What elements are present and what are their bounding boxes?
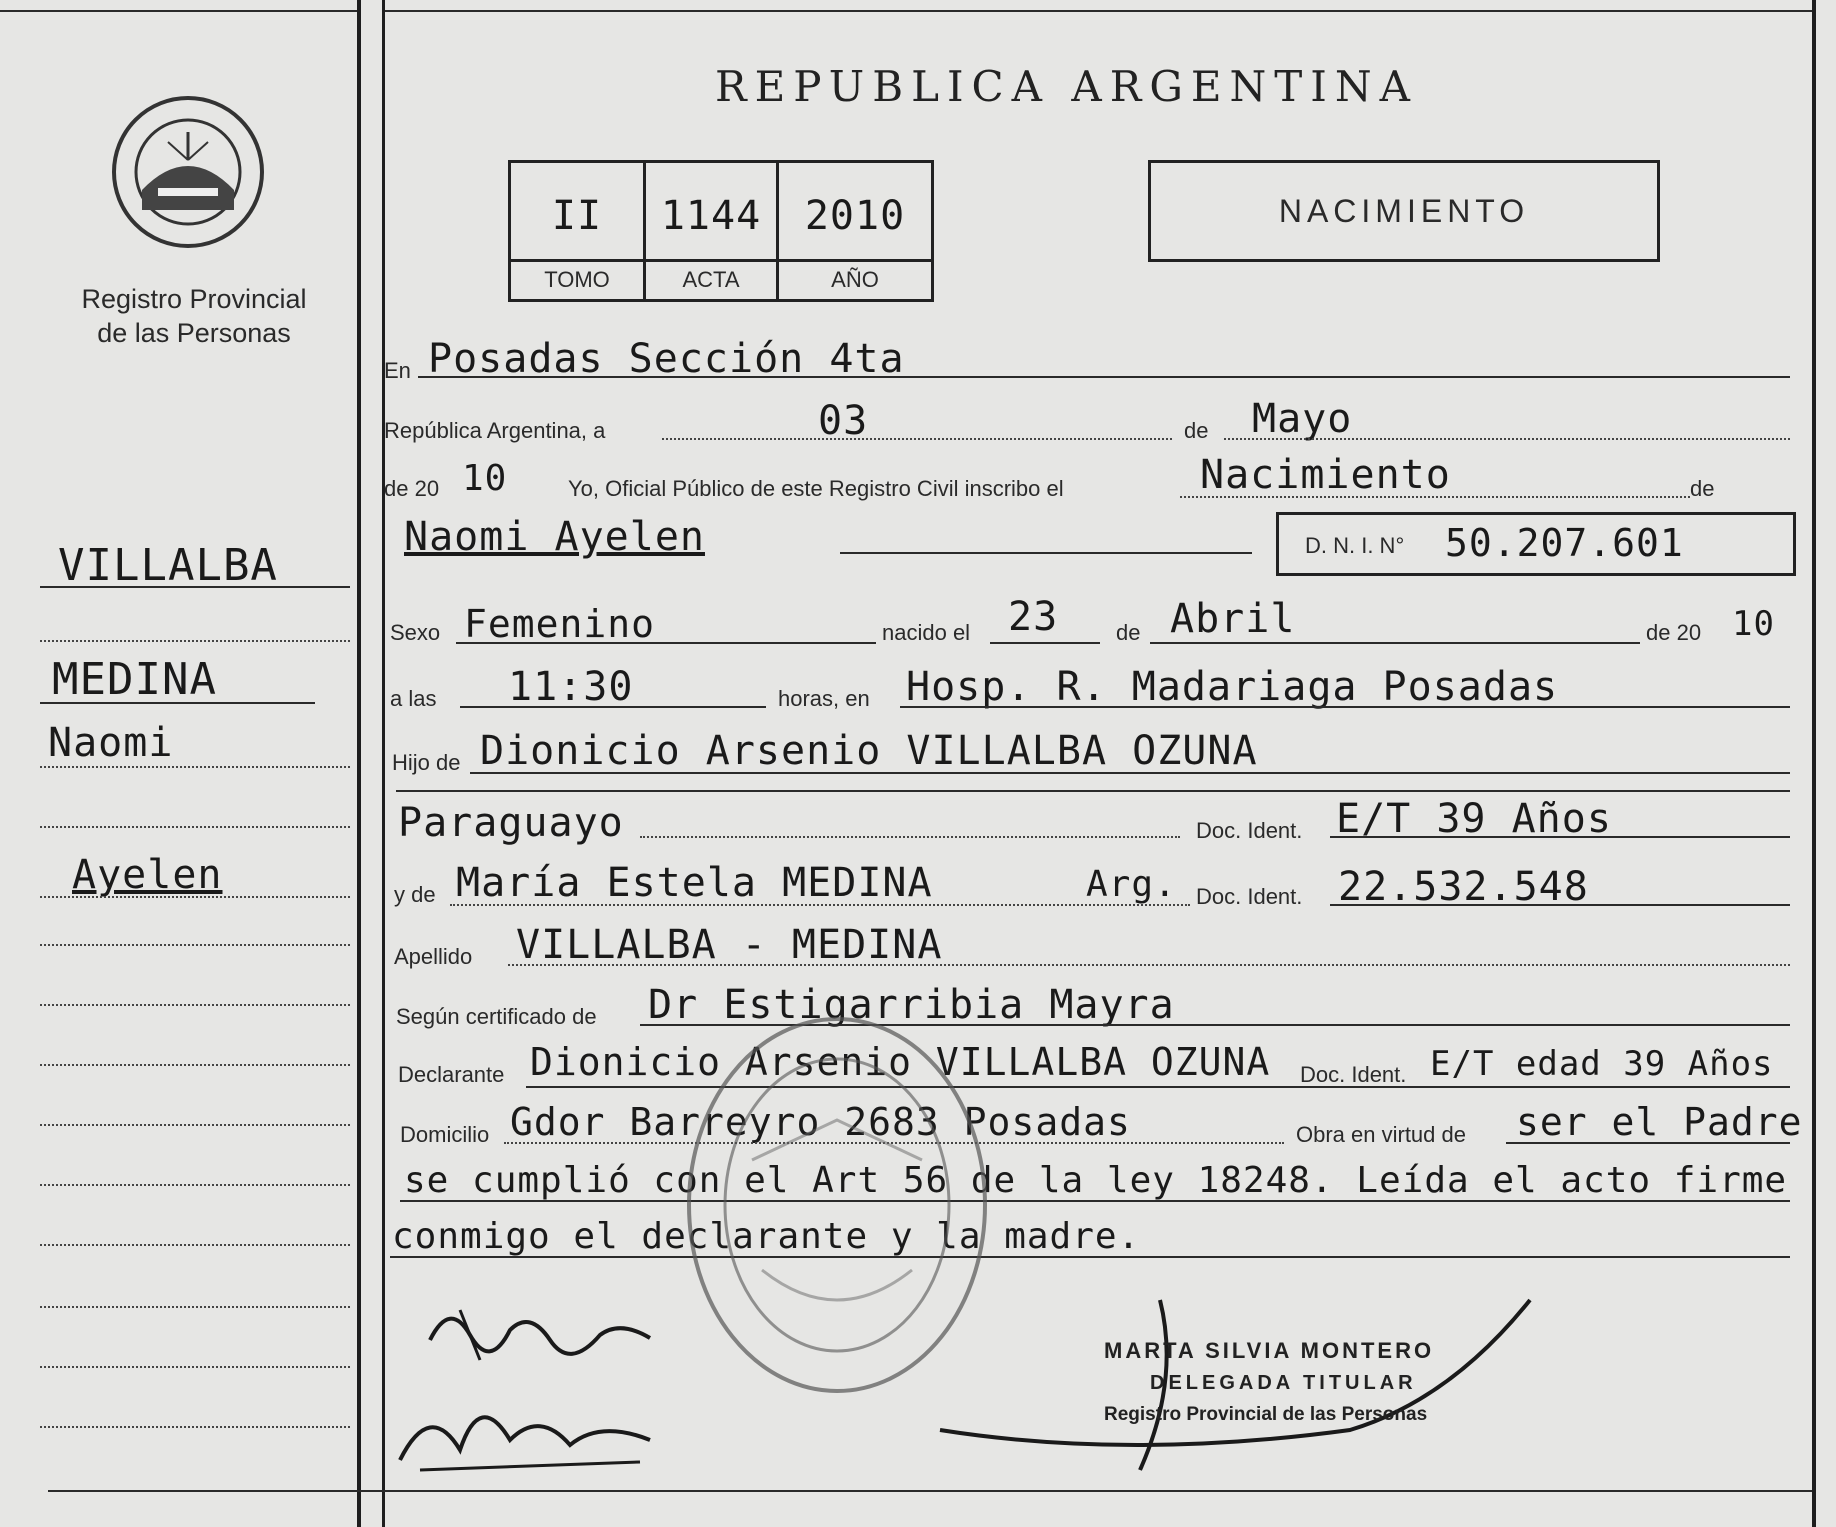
- father-nationality-line: [640, 836, 1180, 838]
- official-name: MARTA SILVIA MONTERO: [1104, 1338, 1435, 1363]
- sexo-value: Femenino: [464, 602, 656, 646]
- right-border: [1812, 0, 1816, 1527]
- notes-line-1: se cumplió con el Art 56 de la ley 18248. Leída el acto firme: [404, 1160, 1788, 1201]
- margin-dots-1: [40, 640, 350, 642]
- de-label: de: [1184, 418, 1209, 443]
- mother-name-value: María Estela MEDINA: [456, 860, 933, 906]
- ano-value: 2010: [804, 193, 906, 239]
- sexo-label: Sexo: [390, 620, 441, 645]
- margin-dots-4: [40, 896, 350, 898]
- mother-signature-icon: [390, 1380, 670, 1480]
- tomo-label: TOMO: [544, 267, 610, 292]
- margin-dots-11: [40, 1306, 350, 1308]
- declarant-signature-icon: [420, 1290, 670, 1370]
- given-names-line: [840, 552, 1252, 554]
- event-line: [1180, 496, 1690, 498]
- margin-given-1: Naomi: [48, 720, 174, 766]
- surname-value: VILLALBA - MEDINA: [516, 922, 943, 968]
- birth-place-value: Hosp. R. Madariaga Posadas: [906, 664, 1559, 710]
- acta-label: ACTA: [682, 267, 740, 292]
- margin-dots-12: [40, 1366, 350, 1368]
- hijo-label: Hijo de: [392, 750, 461, 775]
- dni-value: 50.207.601: [1445, 521, 1684, 565]
- given-names-value: Naomi Ayelen: [404, 514, 705, 560]
- margin-dots-8: [40, 1124, 350, 1126]
- margin-line-1: [40, 586, 350, 588]
- margin-dots-2: [40, 766, 350, 768]
- tomo-value: II: [551, 193, 603, 239]
- birth-place-line: [900, 706, 1790, 708]
- country-title: REPUBLICA ARGENTINA: [715, 62, 1418, 111]
- place-value: Posadas Sección 4ta: [428, 336, 905, 382]
- en-label: En: [384, 358, 411, 383]
- dni-label: D. N. I. N°: [1305, 533, 1405, 558]
- time-value: 11:30: [508, 664, 634, 710]
- top-rule-right: [385, 10, 1812, 12]
- domicilio-label: Domicilio: [400, 1122, 490, 1147]
- father-doc-line: [1330, 836, 1790, 838]
- day-line: [662, 438, 1172, 440]
- margin-given-2: Ayelen: [72, 852, 223, 898]
- official-title: DELEGADA TITULAR: [1150, 1372, 1417, 1394]
- birth-year-suffix: 10: [1732, 604, 1775, 644]
- margin-dots-13: [40, 1426, 350, 1428]
- month-value: Mayo: [1252, 396, 1353, 442]
- obra-value: ser el Padre: [1516, 1100, 1803, 1144]
- notes-rule-1: [400, 1200, 1790, 1202]
- year-suffix: 10: [462, 458, 508, 499]
- doc-ident-label-2: Doc. Ident.: [1196, 884, 1303, 909]
- yde-label: y de: [394, 882, 436, 907]
- misiones-seal-icon: [108, 92, 268, 252]
- notes-line-2: conmigo el declarante y la madre.: [392, 1216, 1141, 1257]
- official-org: Registro Provincial de las Personas: [1104, 1404, 1428, 1425]
- margin-line-2: [40, 702, 315, 704]
- margin-surname-1: VILLALBA: [58, 540, 278, 591]
- father-nationality-value: Paraguayo: [398, 800, 624, 846]
- rep-label: República Argentina, a: [384, 418, 606, 443]
- org-name-line2: de las Personas: [97, 318, 291, 348]
- notes-rule-2: [390, 1256, 1790, 1258]
- mother-name-line: [450, 904, 1190, 906]
- sexo-line: [456, 642, 876, 644]
- margin-dots-7: [40, 1064, 350, 1066]
- apellido-label: Apellido: [394, 944, 473, 969]
- nacido-label: nacido el: [882, 620, 971, 645]
- obra-label: Obra en virtud de: [1296, 1122, 1466, 1147]
- birth-month-line: [1150, 642, 1640, 644]
- de20-label: de 20: [1646, 620, 1702, 645]
- record-type-box: [1148, 160, 1660, 262]
- surname-line: [508, 964, 1790, 966]
- father-name-value: Dionicio Arsenio VILLALBA OZUNA: [480, 728, 1258, 774]
- left-margin-divider: [357, 0, 361, 1527]
- father-extra-line: [396, 790, 1790, 792]
- margin-surname-2: MEDINA: [52, 654, 217, 705]
- birth-month-value: Abril: [1170, 596, 1296, 642]
- doc-ident-label-3: Doc. Ident.: [1300, 1062, 1407, 1087]
- de-label-2: de: [1690, 476, 1715, 501]
- month-line: [1224, 438, 1790, 440]
- doc-ident-label: Doc. Ident.: [1196, 818, 1303, 843]
- record-type-label: NACIMIENTO: [1278, 193, 1530, 229]
- event-value: Nacimiento: [1200, 452, 1451, 498]
- org-name-line1: Registro Provincial: [81, 284, 307, 314]
- margin-dots-5: [40, 944, 350, 946]
- yo-label: Yo, Oficial Público de este Registro Civil inscribo el: [568, 476, 1064, 501]
- ano-label: AÑO: [831, 267, 879, 292]
- top-rule-left: [0, 10, 357, 12]
- bottom-rule: [48, 1490, 1812, 1492]
- father-doc-value: E/T 39 Años: [1336, 796, 1612, 842]
- time-line: [460, 706, 766, 708]
- horas-label: horas, en: [778, 686, 870, 711]
- declarant-value: Dionicio Arsenio VILLALBA OZUNA: [530, 1040, 1271, 1084]
- left-margin-divider-inner: [382, 0, 385, 1527]
- mother-doc-line: [1330, 904, 1790, 906]
- dni-box: [1276, 512, 1796, 576]
- margin-dots-9: [40, 1184, 350, 1186]
- alas-label: a las: [390, 686, 437, 711]
- father-name-line: [470, 772, 1790, 774]
- certificado-label: Según certificado de: [396, 1004, 597, 1029]
- margin-dots-10: [40, 1244, 350, 1246]
- obra-line: [1506, 1142, 1790, 1144]
- birth-day-value: 23: [1008, 594, 1059, 640]
- certificate-by-value: Dr Estigarribia Mayra: [648, 982, 1175, 1028]
- address-value: Gdor Barreyro 2683 Posadas: [510, 1100, 1131, 1144]
- mother-nationality-value: Arg.: [1086, 864, 1177, 905]
- declarant-doc-value: E/T edad 39 Años: [1430, 1044, 1774, 1084]
- year-prefix: de 20: [384, 476, 440, 501]
- record-number-table: [508, 160, 934, 302]
- acta-value: 1144: [660, 193, 762, 239]
- birth-day-line: [990, 642, 1100, 644]
- declarante-label: Declarante: [398, 1062, 505, 1087]
- margin-dots-3: [40, 826, 350, 828]
- de-label-3: de: [1116, 620, 1141, 645]
- day-value: 03: [818, 398, 869, 444]
- place-line: [418, 376, 1790, 378]
- margin-dots-6: [40, 1004, 350, 1006]
- mother-doc-value: 22.532.548: [1338, 864, 1589, 910]
